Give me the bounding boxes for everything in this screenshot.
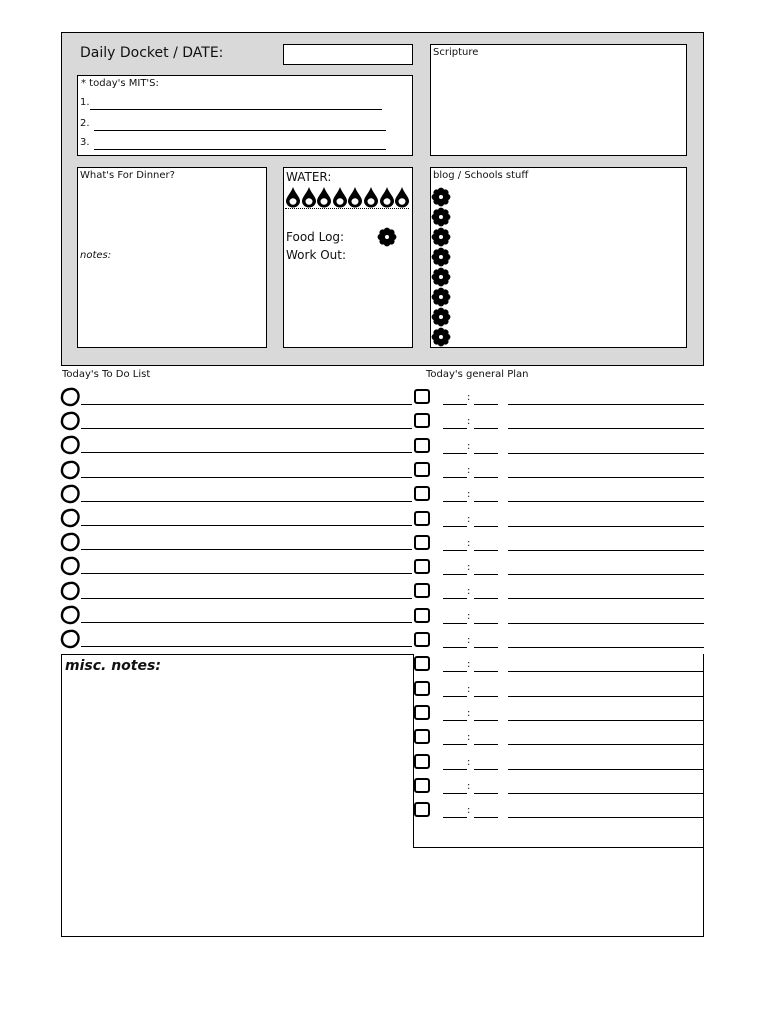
todo-line[interactable]: [81, 428, 412, 429]
mit-item-3: 3.: [80, 137, 90, 148]
mit-item-2: 2.: [80, 118, 90, 129]
flower-icon: [430, 186, 452, 208]
plan-minute-line[interactable]: [474, 623, 498, 624]
square-checkbox-icon[interactable]: [414, 583, 430, 598]
plan-hour-line[interactable]: [443, 598, 467, 599]
plan-time-separator: :: [467, 513, 471, 525]
misc-top-border: [61, 654, 413, 655]
mit-line-2[interactable]: [94, 130, 386, 131]
plan-minute-line[interactable]: [474, 574, 498, 575]
flower-icon: [430, 246, 452, 268]
plan-minute-line[interactable]: [474, 477, 498, 478]
water-dotted-line: [285, 208, 409, 209]
plan-task-line[interactable]: [508, 404, 704, 405]
circle-checkbox-icon[interactable]: [59, 386, 81, 408]
water-drop-icon[interactable]: [379, 186, 395, 208]
plan-time-separator: :: [467, 537, 471, 549]
square-checkbox-icon[interactable]: [414, 389, 430, 404]
water-drop-icon[interactable]: [347, 186, 363, 208]
plan-hour-line[interactable]: [443, 550, 467, 551]
water-drop-icon[interactable]: [363, 186, 379, 208]
plan-time-separator: :: [467, 732, 471, 744]
dinner-label: What's For Dinner?: [80, 170, 175, 181]
circle-checkbox-icon[interactable]: [59, 483, 81, 505]
blog-label: blog / Schools stuff: [433, 170, 529, 181]
misc-notes-label: misc. notes:: [65, 658, 161, 674]
plan-hour-line[interactable]: [443, 428, 467, 429]
square-checkbox-icon[interactable]: [414, 462, 430, 477]
mit-item-1: 1.: [80, 97, 90, 108]
plan-task-line[interactable]: [508, 550, 704, 551]
square-checkbox-icon[interactable]: [414, 486, 430, 501]
square-checkbox-icon[interactable]: [414, 535, 430, 550]
todo-line[interactable]: [81, 452, 412, 453]
square-checkbox-icon[interactable]: [414, 511, 430, 526]
plan-hour-line[interactable]: [443, 623, 467, 624]
todo-line[interactable]: [81, 525, 412, 526]
flower-icon: [430, 326, 452, 348]
flower-icon: [430, 266, 452, 288]
plan-time-separator: :: [467, 392, 471, 403]
todo-line[interactable]: [81, 501, 412, 502]
dinner-notes-label: notes:: [80, 250, 112, 261]
square-checkbox-icon[interactable]: [414, 413, 430, 428]
todo-line[interactable]: [81, 549, 412, 550]
plan-minute-line[interactable]: [474, 404, 498, 405]
work-out-label: Work Out:: [286, 248, 346, 262]
todo-line[interactable]: [81, 477, 412, 478]
plan-time-separator: :: [467, 586, 471, 598]
water-label: WATER:: [286, 170, 332, 184]
scripture-box[interactable]: [430, 44, 687, 156]
water-box: [283, 167, 413, 348]
flower-icon: [430, 306, 452, 328]
circle-checkbox-icon[interactable]: [59, 531, 81, 553]
plan-task-line[interactable]: [508, 453, 704, 454]
plan-label: Today's general Plan: [426, 369, 529, 380]
plan-time-separator: :: [467, 610, 471, 622]
plan-minute-line[interactable]: [474, 453, 498, 454]
plan-time-separator: :: [467, 562, 471, 574]
square-checkbox-icon[interactable]: [414, 632, 430, 647]
water-drop-icon[interactable]: [394, 186, 410, 208]
plan-task-line[interactable]: [508, 574, 704, 575]
dinner-box[interactable]: [77, 167, 267, 348]
plan-task-line[interactable]: [508, 526, 704, 527]
plan-minute-line[interactable]: [474, 647, 498, 648]
plan-minute-line[interactable]: [474, 526, 498, 527]
mits-label: * today's MIT'S:: [81, 78, 159, 89]
todo-label: Today's To Do List: [62, 369, 151, 380]
water-drop-icon[interactable]: [332, 186, 348, 208]
water-drop-icon[interactable]: [301, 186, 317, 208]
plan-task-line[interactable]: [508, 623, 704, 624]
plan-hour-line[interactable]: [443, 526, 467, 527]
circle-checkbox-icon[interactable]: [59, 434, 81, 456]
todo-line[interactable]: [81, 598, 412, 599]
plan-time-separator: :: [467, 416, 471, 428]
flower-icon: [430, 206, 452, 228]
plan-minute-line[interactable]: [474, 550, 498, 551]
circle-checkbox-icon[interactable]: [59, 507, 81, 529]
plan-task-line[interactable]: [508, 477, 704, 478]
circle-checkbox-icon[interactable]: [59, 555, 81, 577]
circle-checkbox-icon[interactable]: [59, 410, 81, 432]
plan-task-line[interactable]: [508, 501, 704, 502]
plan-bottom-border: [413, 847, 704, 848]
blog-box[interactable]: [430, 167, 687, 348]
misc-notes-box[interactable]: [61, 654, 704, 937]
water-drops: [285, 186, 411, 210]
plan-task-line[interactable]: [508, 647, 704, 648]
water-drop-icon[interactable]: [285, 186, 301, 208]
square-checkbox-icon[interactable]: [414, 608, 430, 623]
scripture-label: Scripture: [433, 47, 479, 58]
mit-line-1[interactable]: [90, 109, 382, 110]
plan-minute-line[interactable]: [474, 501, 498, 502]
square-checkbox-icon[interactable]: [414, 438, 430, 453]
plan-minute-line[interactable]: [474, 598, 498, 599]
plan-hour-line[interactable]: [443, 574, 467, 575]
plan-hour-line[interactable]: [443, 453, 467, 454]
plan-time-separator: :: [467, 489, 471, 501]
water-drop-icon[interactable]: [316, 186, 332, 208]
plan-time-separator: :: [467, 780, 471, 792]
circle-checkbox-icon[interactable]: [59, 580, 81, 602]
flower-icon: [430, 226, 452, 248]
plan-time-separator: :: [467, 756, 471, 768]
plan-minute-line[interactable]: [474, 428, 498, 429]
plan-time-separator: :: [467, 659, 471, 671]
todo-line[interactable]: [81, 404, 412, 405]
docket-title: Daily Docket / DATE:: [80, 45, 224, 61]
plan-time-separator: :: [467, 635, 471, 646]
todo-line[interactable]: [81, 646, 412, 647]
plan-hour-line[interactable]: [443, 647, 467, 648]
plan-hour-line[interactable]: [443, 477, 467, 478]
circle-checkbox-icon[interactable]: [59, 459, 81, 481]
plan-divider: [413, 654, 414, 847]
flower-icon: [430, 286, 452, 308]
plan-hour-line[interactable]: [443, 404, 467, 405]
todo-line[interactable]: [81, 573, 412, 574]
circle-checkbox-icon[interactable]: [59, 604, 81, 626]
date-field[interactable]: [283, 44, 413, 65]
plan-time-separator: :: [467, 683, 471, 695]
plan-task-line[interactable]: [508, 598, 704, 599]
mits-box: [77, 75, 413, 156]
plan-time-separator: :: [467, 707, 471, 719]
todo-line[interactable]: [81, 622, 412, 623]
plan-time-separator: :: [467, 805, 471, 817]
plan-task-line[interactable]: [508, 428, 704, 429]
plan-time-separator: :: [467, 464, 471, 476]
circle-checkbox-icon[interactable]: [59, 628, 81, 650]
flower-column: [430, 186, 454, 348]
mit-line-3[interactable]: [94, 149, 386, 150]
square-checkbox-icon[interactable]: [414, 559, 430, 574]
food-log-label: Food Log:: [286, 230, 345, 244]
flower-icon: [376, 226, 398, 248]
plan-hour-line[interactable]: [443, 501, 467, 502]
plan-time-separator: :: [467, 440, 471, 452]
